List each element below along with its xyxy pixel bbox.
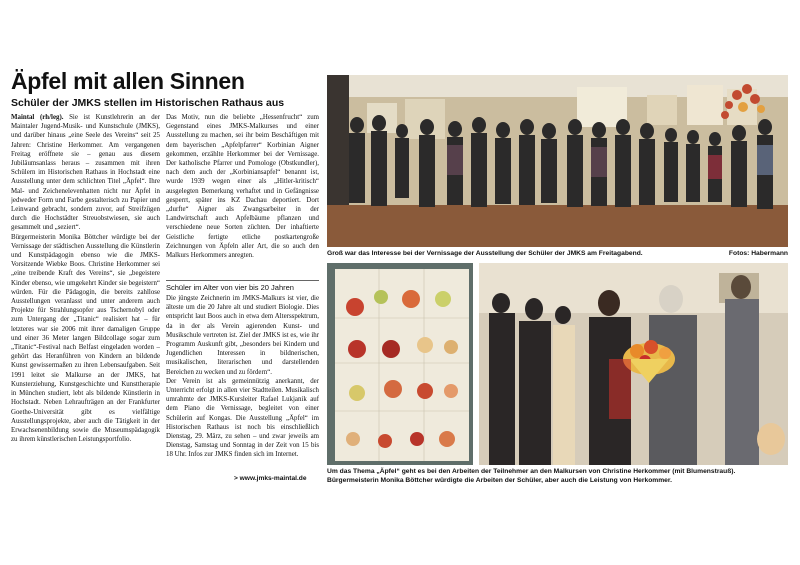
- paragraph: Sie ist Kunstlehrerin an der Maintaler Jugend-Musik- und Kunstschule (JMKS), und darüber hinaus „eine Seele des Vereins“ seit 25 Jahren: Christine Herkommer. Am vergangenen Freitag eröffnete sie – genau aus diesem Jubiläumsanlass heraus – zusammen mit ihren Schülern im Historischen Rathaus in Hochstadt eine Ausstellung unter dem schlichten Titel „Äpfel“. Ihre Mal- und Zeichenelevenhatten nicht nur Äpfel in jedweder Form und Farbe gestalterisch zu Papier und Leinwand gebracht, sondern zuvor, auf Streifzügen durch die Hochstädter Streuobstwiesen, sie auch gesammelt und „seziert“.: [11, 114, 160, 232]
- article-headline: Äpfel mit allen Sinnen: [11, 68, 245, 94]
- apple-drawings-photo: [327, 263, 473, 465]
- article-column-2: [166, 113, 319, 279]
- paragraph: Das Motiv, nun die beliebte „Hessenfrucht“ zum Gegenstand eines JMKS-Malkurses und einer Ausstellung zu machen, sei ihr beim Beschäftigen mit dem bayerischen „Apfelpfarrer“ Korbinian Aigner gekommen, erzählte Herkommer bei der Vernissage. Der katholische Pfarrer und Pomologe (Obstkundler), nach dem auch der „Korbiniansapfel“ benannt ist, wurde 1939 wegen einer als „Hitler-kritisch“ ausgelegten Bemerkung verhaftet und in Gefängnisse gesperrt, später ins KZ Dachau deportiert. Dort „durfte“ Aigner als Zwangsarbeiter in der Landwirtschaft auch Apfelbäume pflanzen und verschiedene neue Sorten züchten. Der inhaftierte Geistliche fertigte etliche postkartengroße Zeichnungen von Äpfeln aller Art, die so auch den Malkurs Herkommers anregten.: [166, 114, 319, 260]
- article-subheadline: Schüler der JMKS stellen im Historischen Rathaus aus: [11, 97, 285, 109]
- caption-text: Groß war das Interesse bei der Vernissage der Ausstellung der Schüler der JMKS am Freitagabend.: [327, 250, 643, 257]
- web-link[interactable]: > www.jmks-maintal.de: [234, 475, 307, 482]
- paragraph: Die jüngste Zeichnerin im JMKS-Malkurs ist vier, die älteste um die 20 Jahre alt und studiert Biologie. Dies entspricht laut Boos auch in etwa dem Altersspektrum, da in der als Verein agierenden Kunst- und Musikschule vertreten ist. Ziel der JMKS ist es, wie ihr Programm Auskunft gibt, „besonders bei Kindern und Jugendlichen Interessen in bildnerischen, musikalischen, literarischen und darstellenden Bereichen zu wecken und zu fördern“.: [166, 295, 319, 376]
- dateline: Maintal (rh/leg).: [11, 114, 64, 121]
- article-column-2-continued: [166, 294, 319, 472]
- paragraph: Bürgermeisterin Monika Böttcher würdigte bei der Vernissage der städtischen Ausstellung die Künstlerin und Kunstpädagogin ebenso wie die JMKS-Vorsitzende Wiebke Boos. Christine Herkommer sei „eine treibende Kraft des Vereins“, sie „begeistere Kinder ebenso, wie umgekehrt Kinder sie begeistern“ würden. Für die Pädagogin, die bereits zahllose Ausstellungen veranlasst und unter anderem auch Projekte für Strahlungsopfer aus Tschernobyl oder zum Untergang der „Titanic“ realisiert hat – für letzteres war sie 2006 mit ihrer damaligen Gruppe und einer 36 Meter langen Bildcollage sogar zum „Titanic“-Festival nach Belfast eingeladen worden – gehört das Heranführen von Kindern an bildende Kunst gewissermaßen zu ihren Lebensaufgaben. Seit 1991 leitet sie Malkurse an der JMKS, hat Kunsterziehung, Kunstgeschichte und Kunsttherapie in München studiert, lebt als bildende Künstlerin in Hochstadt. Neben Lehraufträgen an der Frankfurter Goethe-Universität gibt es vielfältige Ausstellungsprojekte, aber auch die Tätigkeit in der Erwachsenenbildung sowie die Museumspädagogik zu ihrem künstlerischen Leistungsportfolio.: [11, 233, 160, 444]
- article-column-1: [11, 113, 160, 491]
- herkommer-boettcher-photo: [479, 263, 788, 465]
- photo-caption-1: [327, 249, 788, 258]
- section-heading: Schüler im Alter von vier bis 20 Jahren: [166, 280, 319, 293]
- paragraph: Der Verein ist als gemeinnützig anerkannt, der Unterricht erfolgt in allen vier Stadtteilen. Musikalisch umrahmte der JMKS-Kursleiter Rafael Lukjanik auf dem Piano die Vernissage, begleitet von einer Schülerin auf Kongas. Die Ausstellung „Äpfel“ im Historischen Rathaus ist noch bis einschließlich Dienstag, 29. März, zu sehen – und zwar jeweils am Dienstag, Samstag und Sonntag in der Zeit von 15 bis 18 Uhr. Infos zur JMKS finden sich im Internet.: [166, 377, 319, 459]
- photo-credit: Fotos: Habermann: [728, 250, 788, 257]
- photo-caption-2: Um das Thema „Äpfel“ geht es bei den Arbeiten der Teilnehmer an den Malkursen von Christine Herkommer (mit Blumenstrauß). Bürgermeisterin Monika Böttcher würdigte die Arbeiten der Schüler, aber auch die Leistung von Herkommer.: [327, 468, 736, 484]
- vernissage-crowd-photo: [327, 75, 788, 247]
